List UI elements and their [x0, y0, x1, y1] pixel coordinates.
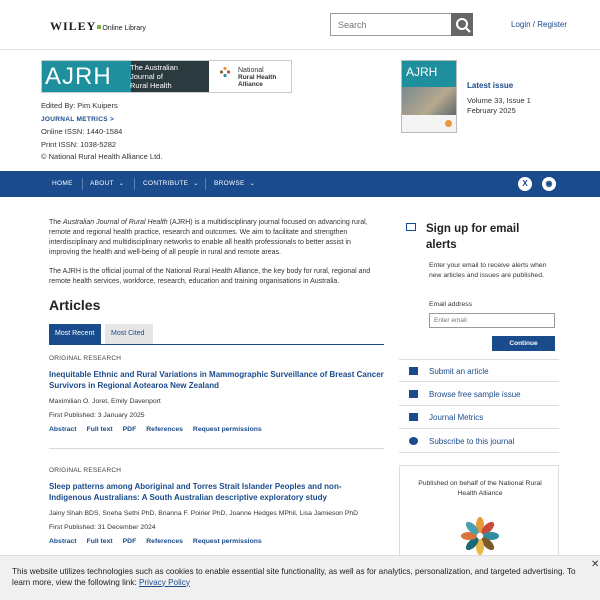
- nav-browse-label: BROWSE: [214, 180, 245, 187]
- article-authors: Maximilian O. Joret, Emily Davenport: [49, 398, 161, 405]
- wiley-logo[interactable]: [50, 19, 146, 34]
- nav-home[interactable]: [52, 180, 73, 187]
- journal-banner[interactable]: [41, 60, 292, 93]
- email-alert-icon: [406, 223, 416, 231]
- top-header: [0, 0, 600, 50]
- nav-home-label: HOME: [52, 180, 73, 187]
- chevron-down-icon: ⌄: [118, 181, 125, 187]
- request-permissions-link[interactable]: Request permissions: [192, 426, 262, 433]
- request-permissions-link[interactable]: Request permissions: [192, 538, 262, 545]
- article-published: First Published: 31 December 2024: [49, 524, 156, 531]
- issue-info: [467, 96, 531, 116]
- subscribe-link[interactable]: [399, 430, 559, 453]
- abstract-link[interactable]: Abstract: [49, 426, 77, 433]
- tab-most-cited[interactable]: Most Cited: [105, 324, 153, 344]
- search-icon: [452, 14, 474, 37]
- privacy-policy-link[interactable]: Privacy Policy: [138, 577, 190, 587]
- published-on-behalf: Published on behalf of the National Rural Health Alliance: [418, 480, 542, 497]
- rss-icon[interactable]: ◉: [542, 177, 556, 191]
- publisher-box: [399, 465, 559, 565]
- intro-p1-post: (AJRH) is a multidisciplinary journal focused on advancing rural, remote and regional health practice, research and outcomes. We aim to facilitate and strengthen interdisciplinary and multidisciplinary networks to enable all health professionals to better assist in improving the health and well-being of all people in rural and remote areas.: [49, 219, 368, 256]
- banner-journal-title: [130, 63, 178, 90]
- cookie-banner: [0, 555, 600, 600]
- twitter-x-icon[interactable]: X: [518, 177, 532, 191]
- intro-p1-pre: The: [49, 219, 64, 226]
- latest-issue-link[interactable]: Latest issue: [467, 81, 514, 90]
- issue-date: February 2025: [467, 106, 516, 115]
- continue-button[interactable]: Continue: [492, 336, 555, 351]
- nrha-line-1: National: [238, 67, 264, 74]
- print-issn: Print ISSN: 1038-5282: [41, 139, 117, 149]
- online-issn: Online ISSN: 1440-1584: [41, 127, 123, 136]
- tab-most-recent[interactable]: Most Recent: [49, 324, 101, 344]
- journal-official-note: The AJRH is the official journal of the National Rural Health Alliance, the key body for rural, regional and remote health services, workforce, research, education and training organisations in Australia.: [49, 268, 371, 285]
- star-icon: [409, 437, 418, 445]
- article-tabs: [49, 324, 384, 345]
- article-published: First Published: 3 January 2025: [49, 412, 145, 419]
- references-link[interactable]: References: [146, 426, 183, 433]
- articles-heading: Articles: [49, 297, 101, 313]
- book-icon: [409, 390, 418, 398]
- chevron-down-icon: ⌄: [193, 181, 199, 187]
- login-register-link[interactable]: Login / Register: [511, 20, 568, 29]
- chart-icon: [409, 413, 418, 421]
- nav-separator: [205, 178, 206, 190]
- article-item: [49, 467, 384, 545]
- journal-meta: [41, 100, 162, 164]
- article-type: ORIGINAL RESEARCH: [49, 355, 122, 362]
- journal-metrics-link[interactable]: JOURNAL METRICS >: [41, 115, 115, 123]
- nrha-text: [238, 67, 276, 88]
- nrha-logo-icon: [219, 66, 231, 78]
- article-title-link[interactable]: Inequitable Ethnic and Rural Variations in Mammographic Surveillance of Breast Cancer Survivors in Regional Aotearoa New Zealand: [49, 370, 384, 390]
- nav-about[interactable]: [90, 180, 124, 187]
- cookie-text: [12, 567, 587, 588]
- nav-contribute[interactable]: [143, 180, 199, 187]
- nrha-flower-logo-icon: [450, 514, 510, 558]
- pencil-icon: [409, 367, 418, 375]
- copyright: © National Rural Health Alliance Ltd.: [41, 152, 163, 161]
- subscribe-label: Subscribe to this journal: [429, 437, 515, 446]
- abstract-link[interactable]: Abstract: [49, 538, 77, 545]
- cookie-message: This website utilizes technologies such as cookies to enable essential site functionality, as well as for analytics, personalization, and targeted advertising. To learn more, view the following link:: [12, 567, 576, 587]
- article-authors: Jainy Shah BDS, Sneha Sethi PhD, Brianna F. Poirier PhD, Joanne Hedges MPhil, Lisa Jamieson PhD: [49, 510, 359, 517]
- journal-description: [49, 218, 379, 258]
- search-button[interactable]: [451, 13, 473, 36]
- pdf-link[interactable]: PDF: [122, 538, 137, 545]
- nav-about-label: ABOUT: [90, 180, 114, 187]
- journal-cover[interactable]: [401, 60, 457, 133]
- email-field[interactable]: [429, 313, 555, 328]
- full-text-link[interactable]: Full text: [86, 426, 113, 433]
- cover-title: AJRH: [402, 61, 456, 87]
- article-links: [49, 426, 384, 433]
- journal-metrics-label: Journal Metrics: [429, 413, 484, 422]
- article-divider: [49, 448, 384, 449]
- search-input[interactable]: [330, 13, 452, 36]
- intro-p1-italic: Australian Journal of Rural Health: [63, 219, 168, 226]
- full-text-link[interactable]: Full text: [86, 538, 113, 545]
- banner-ajrh: AJRH: [45, 63, 112, 90]
- main-nav: [0, 171, 600, 197]
- nrha-line-3: Alliance: [238, 81, 263, 88]
- logo-online-library-text: Online Library: [102, 25, 146, 32]
- article-title-link[interactable]: Sleep patterns among Aboriginal and Torres Strait Islander Peoples and non-Indigenous Australians: A South Australian descriptive exploratory study: [49, 482, 342, 502]
- journal-metrics-side-link[interactable]: [399, 406, 559, 429]
- banner-title-line-2: Journal of: [130, 72, 163, 81]
- logo-wiley-text: WILEY: [50, 19, 97, 33]
- signup-title: Sign up for email alerts: [426, 223, 520, 251]
- nav-separator: [82, 178, 83, 190]
- volume-issue: Volume 33, Issue 1: [467, 96, 531, 105]
- chevron-down-icon: ⌄: [249, 181, 256, 187]
- close-icon[interactable]: ✕: [591, 559, 600, 570]
- signup-description: Enter your email to receive alerts when new articles and issues are published.: [429, 262, 547, 279]
- article-links: [49, 538, 384, 545]
- cover-logo-icon: [445, 120, 452, 127]
- article-type: ORIGINAL RESEARCH: [49, 467, 122, 474]
- nav-contribute-label: CONTRIBUTE: [143, 180, 189, 187]
- nav-browse[interactable]: [214, 180, 255, 187]
- article-item: [49, 355, 384, 433]
- pdf-link[interactable]: PDF: [122, 426, 137, 433]
- nav-separator: [134, 178, 135, 190]
- email-label: Email address: [429, 301, 473, 308]
- nrha-line-2: Rural Health: [238, 74, 277, 81]
- logo-dot-icon: [97, 25, 101, 29]
- banner-teal: [42, 61, 209, 92]
- browse-sample-link[interactable]: [399, 383, 559, 406]
- banner-title-line-1: The Australian: [130, 63, 178, 72]
- browse-sample-label: Browse free sample issue: [429, 390, 521, 399]
- banner-title-line-3: Rural Health: [130, 81, 172, 90]
- references-link[interactable]: References: [146, 538, 183, 545]
- submit-article-label: Submit an article: [429, 367, 489, 376]
- submit-article-link[interactable]: [399, 359, 559, 382]
- cover-image: [402, 87, 456, 115]
- edited-by: Edited By: Pim Kuipers: [41, 101, 118, 110]
